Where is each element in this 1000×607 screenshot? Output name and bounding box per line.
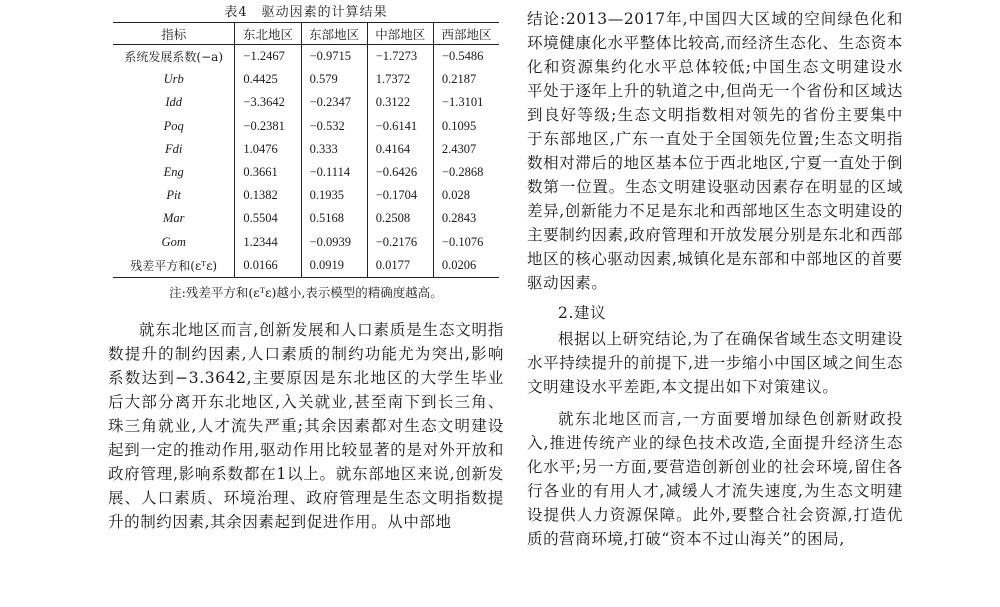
table-row (113, 68, 499, 91)
row-value: −0.6141 (367, 115, 433, 138)
suggestion-intro-paragraph: 根据以上研究结论,为了在确保省域生态文明建设水平持续提升的前提下,进一步缩小中国区域之间生态文明建设水平差距,本文提出如下对策建议。 (527, 330, 903, 396)
conclusion-paragraph: 结论:2013—2017年,中国四大区域的空间绿色化和环境健康化水平整体比较高,而经济生态化、生态资本化和资源集约化水平总体较低;中国生态文明建设水平处于逐年上升的轨道之中,但尚无一个省份和区域达到良好等级;生态文明指数相对领先的省份主要集中于东部地区,广东一直处于全国领先位置;生态文明指数相对滞后的地区基本位于西北地区,宁夏一直处于倒数第一位置。生态文明建设驱动因素存在明显的区域差异,创新能力不足是东北和西部地区生态文明建设的主要制约因素,政府管理和开放发展分别是东北和西部地区的核心驱动因素,城镇化是东部和中部地区的首要驱动因素。 (527, 10, 903, 292)
header-east: 东部地区 (301, 23, 367, 45)
row-indicator: Fdi (165, 141, 183, 156)
table-row (113, 45, 499, 69)
row-value: 0.579 (301, 68, 367, 91)
header-west: 西部地区 (433, 23, 499, 45)
row-value: −0.9715 (301, 45, 367, 69)
row-value: 0.2843 (433, 207, 499, 230)
row-value: 0.0177 (367, 254, 433, 278)
left-column (108, 0, 504, 534)
row-value: −0.2381 (235, 115, 301, 138)
row-value: 1.7372 (367, 68, 433, 91)
row-indicator: 残差平方和(εᵀε) (130, 258, 218, 273)
row-value: −3.3642 (235, 91, 301, 114)
results-table (113, 22, 499, 278)
row-value: 0.5168 (301, 207, 367, 230)
row-value: 1.0476 (235, 138, 301, 161)
row-indicator: 系统发展系数(−a) (124, 50, 223, 65)
row-value: 0.0206 (433, 254, 499, 278)
row-indicator: Pit (166, 188, 181, 203)
row-value: −0.2347 (301, 91, 367, 114)
table-row (113, 231, 499, 254)
table-row (113, 138, 499, 161)
row-value: −0.1076 (433, 231, 499, 254)
row-indicator: Urb (163, 72, 184, 87)
row-value: −0.5486 (433, 45, 499, 69)
row-value: −1.3101 (433, 91, 499, 114)
table-body (113, 45, 499, 278)
row-value: 0.1382 (235, 184, 301, 207)
row-value: 1.2344 (235, 231, 301, 254)
row-value: 0.1935 (301, 184, 367, 207)
table-row (113, 161, 499, 184)
header-northeast: 东北地区 (235, 23, 301, 45)
row-value: −0.1114 (301, 161, 367, 184)
row-value: 0.3661 (235, 161, 301, 184)
table-row (113, 115, 499, 138)
row-value: −1.7273 (367, 45, 433, 69)
row-value: 0.333 (301, 138, 367, 161)
left-paragraph: 就东北地区而言,创新发展和人口素质是生态文明指数提升的制约因素,人口素质的制约功能尤为突出,影响系数达到−3.3642,主要原因是东北地区的大学生毕业后大部分离开东北地区,入关就业,甚至南下到长三角、珠三角就业,人才流失严重;其余因素都对生态文明建设起到一定的推动作用,驱动作用比较显著的是对外开放和政府管理,影响系数都在1以上。就东部地区来说,创新发展、人口素质、环境治理、政府管理是生态文明指数提升的制约因素,其余因素起到促进作用。从中部地 (108, 320, 504, 531)
row-value: 2.4307 (433, 138, 499, 161)
row-value: −0.6426 (367, 161, 433, 184)
row-value: 0.2187 (433, 68, 499, 91)
header-central: 中部地区 (367, 23, 433, 45)
right-column (527, 0, 903, 551)
row-value: 0.4164 (367, 138, 433, 161)
row-value: 0.1095 (433, 115, 499, 138)
table-note: 注:残差平方和(εᵀε)越小,表示模型的精确度越高。 (169, 284, 443, 300)
row-value: −0.2868 (433, 161, 499, 184)
row-value: 0.2508 (367, 207, 433, 230)
row-value: 0.5504 (235, 207, 301, 230)
row-value: −1.2467 (235, 45, 301, 69)
northeast-advice-paragraph: 就东北地区而言,一方面要增加绿色创新财政投入,推进传统产业的绿色技术改造,全面提升经济生态化水平;另一方面,要营造创新创业的社会环境,留住各行各业的有用人才,减缓人才流失速度,为生态文明建设提供人力资源保障。此外,要整合社会资源,打造优质的营商环境,打破“资本不过山海关”的困局, (527, 410, 903, 548)
table-row (113, 254, 499, 278)
row-value: −0.2176 (367, 231, 433, 254)
table-row (113, 184, 499, 207)
row-indicator: Mar (162, 211, 185, 226)
row-indicator: Poq (163, 118, 184, 133)
row-value: 0.0166 (235, 254, 301, 278)
row-value: −0.1704 (367, 184, 433, 207)
table-row (113, 91, 499, 114)
row-indicator: Eng (163, 165, 184, 180)
row-value: 0.3122 (367, 91, 433, 114)
table-header-row (113, 23, 499, 45)
header-indicator: 指标 (113, 23, 235, 45)
row-value: −0.0939 (301, 231, 367, 254)
row-value: 0.028 (433, 184, 499, 207)
row-value: −0.532 (301, 115, 367, 138)
row-value: 0.0919 (301, 254, 367, 278)
row-indicator: Idd (165, 95, 183, 110)
section-heading: 2.建议 (558, 304, 607, 322)
table-caption: 表4 驱动因素的计算结果 (224, 5, 388, 20)
row-indicator: Gom (161, 234, 186, 249)
table-row (113, 207, 499, 230)
row-value: 0.4425 (235, 68, 301, 91)
